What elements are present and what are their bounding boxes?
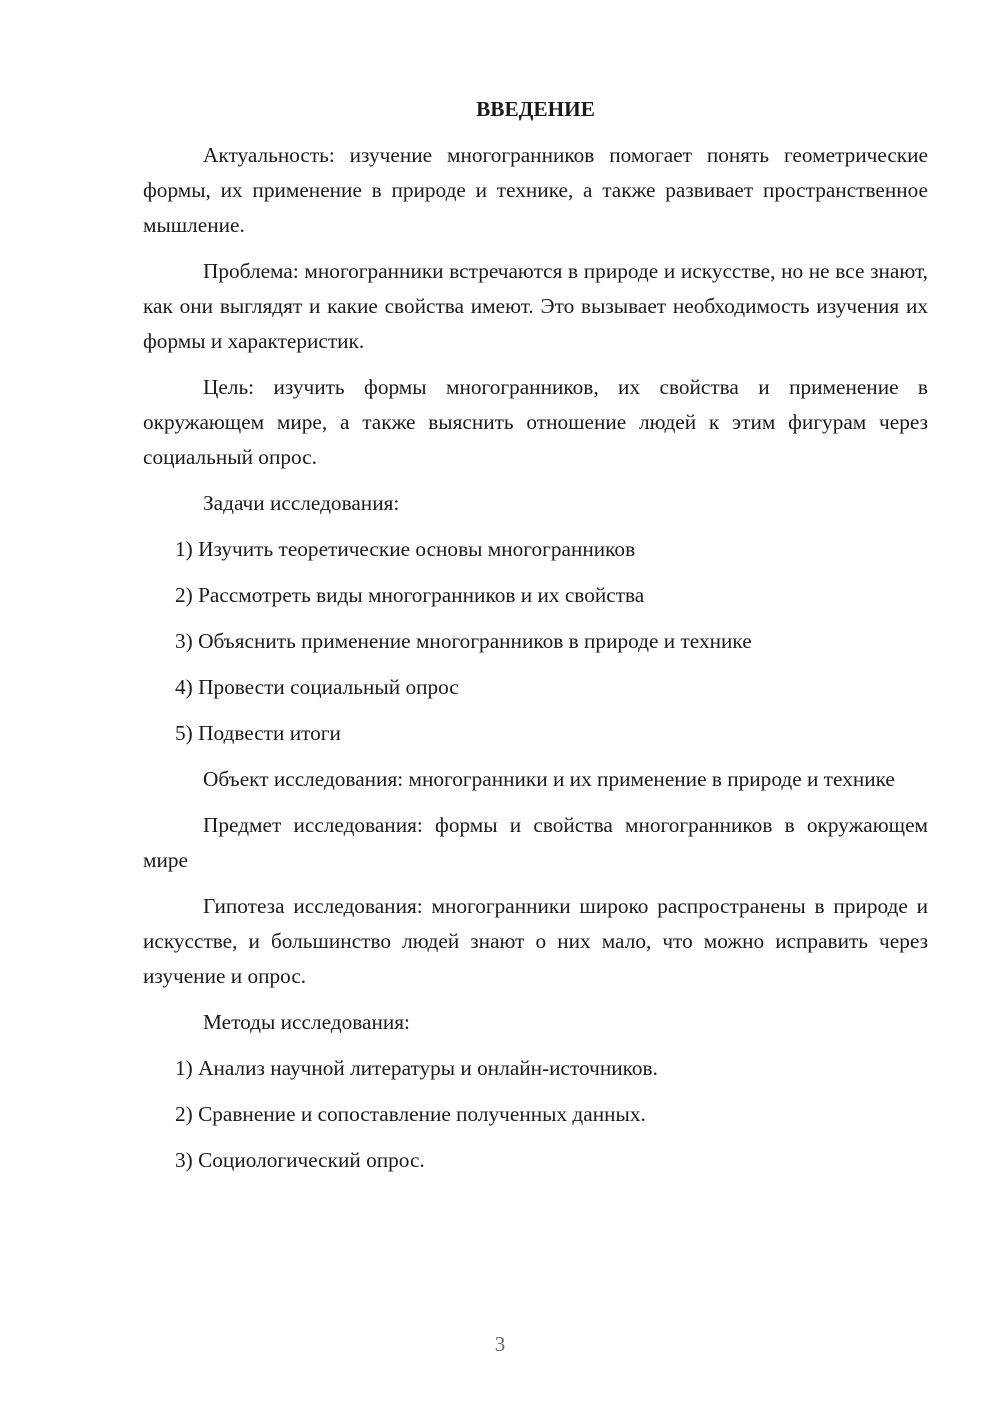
methods-title: Методы исследования: <box>203 1010 410 1034</box>
task-item: 3) Объяснить применение многогранников в природе и технике <box>175 629 752 653</box>
method-item: 3) Социологический опрос. <box>175 1148 425 1172</box>
subject-paragraph: Предмет исследования: формы и свойства многогранников в окружающем мире <box>143 813 928 872</box>
section-heading: ВВЕДЕНИЕ <box>476 97 595 121</box>
task-item: 4) Провести социальный опрос <box>175 675 459 699</box>
task-item: 1) Изучить теоретические основы многогранников <box>175 537 636 561</box>
object-paragraph: Объект исследования: многогранники и их применение в природе и технике <box>203 767 895 791</box>
method-item: 1) Анализ научной литературы и онлайн-источников. <box>175 1056 658 1080</box>
method-item: 2) Сравнение и сопоставление полученных данных. <box>175 1102 646 1126</box>
hypothesis-paragraph: Гипотеза исследования: многогранники широко распространены в природе и искусстве, и большинство людей знают о них мало, что можно исправить через изучение и опрос. <box>143 894 928 988</box>
goal-paragraph: Цель: изучить формы многогранников, их свойства и применение в окружающем мире, а также выяснить отношение людей к этим фигурам через социальный опрос. <box>143 375 928 469</box>
task-item: 2) Рассмотреть виды многогранников и их свойства <box>175 583 645 607</box>
tasks-title: Задачи исследования: <box>203 491 400 515</box>
task-item: 5) Подвести итоги <box>175 721 341 745</box>
problem-paragraph: Проблема: многогранники встречаются в природе и искусстве, но не все знают, как они выглядят и какие свойства имеют. Это вызывает необходимость изучения их формы и характеристик. <box>143 259 928 353</box>
relevance-paragraph: Актуальность: изучение многогранников помогает понять геометрические формы, их применение в природе и технике, а также развивает пространственное мышление. <box>143 143 928 237</box>
page-content <box>143 92 928 1189</box>
page-number: 3 <box>494 1332 506 1356</box>
